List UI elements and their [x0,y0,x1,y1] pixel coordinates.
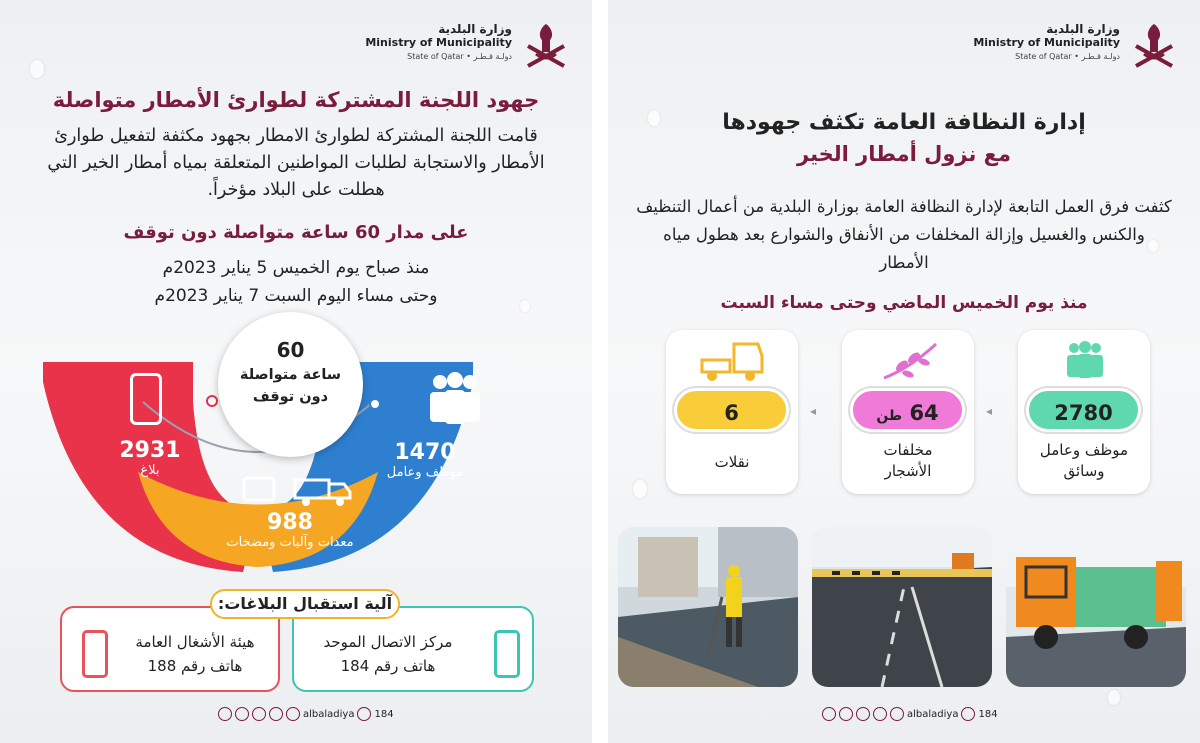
chevron-left-icon: ◂ [810,404,817,418]
pill-workers-value: 2780 [1026,388,1141,432]
chevron-left-icon: ◂ [986,404,993,418]
panel1-body: قامت اللجنة المشتركة لطوارئ الامطار بجهود مكثفة لتفعيل طوارئ الأمطار والاستجابة لطلبات المواطنين المتعلقة بمياه أمطار الخير التي هطلت على البلاد مؤخراً. [47,126,545,200]
youtube-icon[interactable] [252,707,266,721]
contact-a-name: هيئة الأشغال العامة [135,633,255,651]
stat-workers-label: موظف وعامل [386,465,464,480]
card-tree-waste-label [842,440,974,482]
social-number: 184 [978,708,998,720]
contact-a-text [62,630,278,678]
photo-cleaning-truck [1006,527,1186,687]
card-transfers-label-1: نقلات [714,453,750,471]
stat-equipment [210,510,370,550]
connector-dot-blue [369,398,381,410]
panel2-title-line1: إدارة النظافة العامة تكثف جهودها [722,110,1086,135]
truck-icon [700,338,766,382]
ministry-logo [344,18,574,78]
panel1-title: جهود اللجنة المشتركة لطوارئ الأمطار متواصلة [52,88,540,112]
infographic-panel-rain-committee [0,0,592,743]
pill-transfers-value: 6 [674,388,789,432]
pill-tree-waste-unit: طن [876,408,903,424]
logo-arabic: وزارة البلدية [1046,22,1120,36]
logo-english: Ministry of Municipality [365,36,512,49]
card-workers-label-1: موظف وعامل [1039,441,1129,459]
branch-icon [880,338,940,382]
facebook-icon[interactable] [218,707,232,721]
logo-arabic: وزارة البلدية [438,22,512,36]
connector-dot-red [206,395,218,407]
youtube-icon[interactable] [856,707,870,721]
card-transfers-label [666,452,798,473]
photo-worker-street [618,527,798,687]
instagram-icon[interactable] [839,707,853,721]
panel1-dates [0,254,592,310]
snapchat-icon[interactable] [286,707,300,721]
infographic-panel-cleaning [608,0,1200,743]
social-bar [218,707,394,721]
stat-equipment-label: معدات وآليات ومضخات [226,535,354,550]
social-handle: albaladiya [907,708,959,720]
date-line-1: منذ صباح يوم الخميس 5 يناير 2023م [162,258,430,278]
panel-divider [592,0,608,743]
center-label [218,364,363,408]
workers-icon [1060,340,1110,380]
qatar-emblem-icon [518,18,574,74]
social-bar [822,707,998,721]
contact-a-phone: هاتف رقم 188 [147,657,243,675]
panel2-subtitle: منذ يوم الخميس الماضي وحتى مساء السبت [720,293,1088,313]
pill-tree-waste [850,388,965,432]
social-handle: albaladiya [303,708,355,720]
center-number: 60 [276,338,305,362]
contact-b-text [294,630,532,678]
instagram-icon[interactable] [235,707,249,721]
center-ring [218,312,363,457]
stat-reports [100,438,200,478]
contact-b-phone: هاتف رقم 184 [340,657,436,675]
card-workers-label [1018,440,1150,482]
date-line-2: وحتى مساء اليوم السبت 7 يناير 2023م [154,286,438,306]
photo-wet-road [812,527,992,687]
equipment-icon [240,468,355,508]
logo-state: State of Qatar • دولـة قـطـر [407,52,512,61]
social-number: 184 [374,708,394,720]
snapchat-icon[interactable] [890,707,904,721]
stat-reports-label: بلاغ [140,463,160,478]
center-label-line1: ساعة متواصلة [239,367,342,383]
workers-icon [420,370,490,426]
twitter-icon[interactable] [873,707,887,721]
facebook-icon[interactable] [822,707,836,721]
phone-call-icon [357,707,371,721]
stat-reports-value: 2931 [119,438,181,463]
stat-equipment-value: 988 [267,510,313,535]
twitter-icon[interactable] [269,707,283,721]
ministry-logo [952,18,1182,78]
contact-b-name: مركز الاتصال الموحد [323,633,453,651]
pill-tree-waste-value: 64 [909,401,939,425]
qatar-emblem-icon [1126,18,1182,74]
panel1-subtitle: على مدار 60 ساعة متواصلة دون توقف [123,222,469,243]
center-label-line2: دون توقف [252,389,329,405]
stat-workers [370,440,480,480]
card-tree-waste-label-1: مخلفات [883,441,933,459]
logo-state: State of Qatar • دولـة قـطـر [1015,52,1120,61]
phone-icon [130,373,162,425]
panel2-body: كثفت فرق العمل التابعة لإدارة النظافة العامة بوزارة البلدية من أعمال التنظيف والكنس والغسيل وإزالة المخلفات من الأنفاق والشوارع بعد هطول مياه الأمطار [636,197,1172,272]
phone-call-icon [961,707,975,721]
card-workers-label-2: وسائق [1063,462,1105,480]
panel2-title-line2: مع نزول أمطار الخير [797,142,1011,166]
logo-english: Ministry of Municipality [973,36,1120,49]
stat-workers-value: 1470 [394,440,456,465]
card-tree-waste-label-2: الأشجار [884,462,932,480]
mechanism-title: آلية استقبال البلاغات: [210,589,400,619]
